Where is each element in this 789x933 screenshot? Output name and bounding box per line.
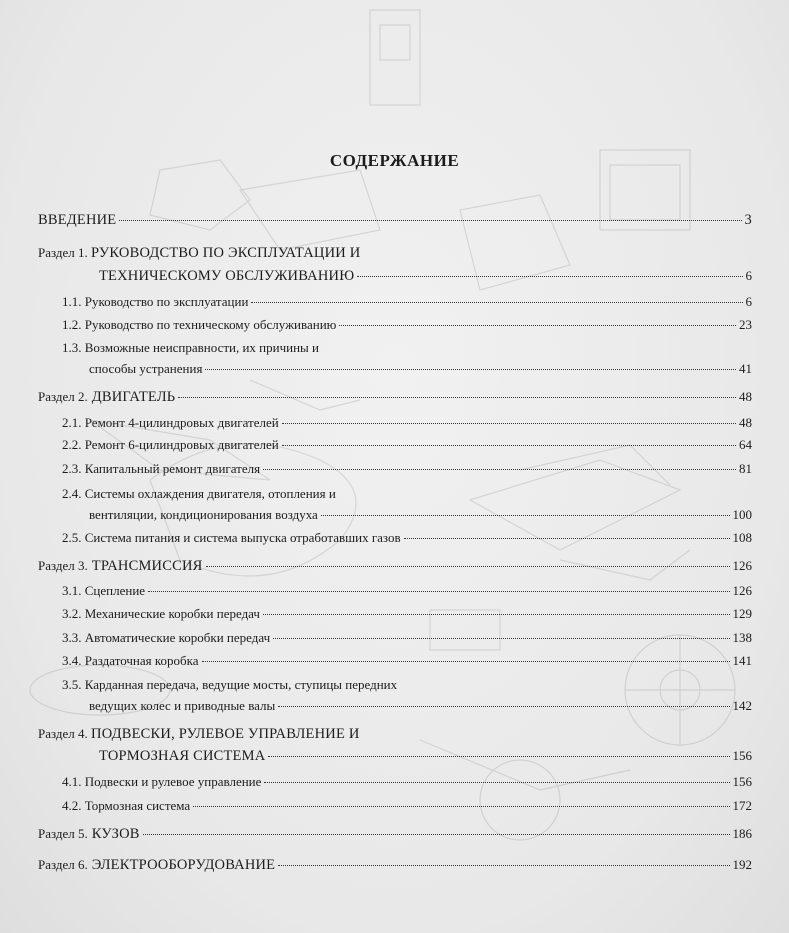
dot-leader — [202, 661, 730, 662]
toc-title: СОДЕРЖАНИЕ — [329, 151, 460, 170]
toc-entry-3-3 — [62, 630, 752, 646]
page-number: 81 — [739, 461, 752, 476]
toc-entry-1-3 — [89, 361, 752, 377]
page-number: 192 — [732, 857, 752, 872]
toc-entry-label: ВВЕДЕНИЕ — [38, 212, 117, 228]
dot-leader — [263, 469, 736, 470]
section-title: ТРАНСМИССИЯ — [91, 558, 203, 574]
toc-entry-2-1 — [62, 415, 752, 431]
toc-entry-3-2 — [62, 606, 752, 622]
toc-entry-3-5 — [89, 698, 752, 714]
dot-leader — [205, 369, 736, 370]
dot-leader — [273, 638, 729, 639]
section-prefix: Раздел 3. — [38, 558, 88, 573]
section-prefix: Раздел 6. — [38, 857, 88, 872]
page-number: 41 — [739, 361, 752, 376]
page-number: 108 — [732, 530, 752, 545]
page-number: 48 — [739, 415, 752, 430]
toc-entry-label-continued: вентиляции, кондиционирования воздуха — [89, 507, 318, 522]
toc-section-3 — [38, 558, 752, 575]
page-number: 172 — [732, 798, 752, 813]
section-title-continued: ТЕХНИЧЕСКОМУ ОБСЛУЖИВАНИЮ — [99, 268, 355, 284]
toc-entry-2-5 — [62, 530, 752, 546]
toc-entry-label: 3.3. Автоматические коробки передач — [62, 630, 271, 645]
toc-entry-label: 4.1. Подвески и рулевое управление — [62, 774, 262, 789]
dot-leader — [278, 706, 729, 707]
section-title: КУЗОВ — [91, 826, 140, 842]
dot-leader — [268, 756, 729, 757]
dot-leader — [148, 591, 729, 592]
page-number: 6 — [745, 294, 752, 309]
page-number: 156 — [732, 748, 752, 763]
dot-leader — [282, 445, 736, 446]
toc-section-4-heading — [38, 726, 360, 743]
section-title: ДВИГАТЕЛЬ — [91, 389, 176, 405]
toc-entry-4-1 — [62, 774, 752, 790]
toc-entry-4-2 — [62, 798, 752, 814]
page-number: 6 — [745, 268, 752, 283]
toc-entry-label: 1.1. Руководство по эксплуатации — [62, 294, 249, 309]
dot-leader — [251, 302, 742, 303]
toc-entry-1-2 — [62, 317, 752, 333]
section-title: РУКОВОДСТВО ПО ЭКСПЛУАТАЦИИ И — [91, 245, 361, 261]
page-number: 48 — [739, 389, 752, 404]
section-title-continued: ТОРМОЗНАЯ СИСТЕМА — [99, 748, 266, 764]
toc-entry-2-4-first-line: 2.4. Системы охлаждения двигателя, отопления и — [62, 486, 336, 501]
dot-leader — [264, 782, 729, 783]
toc-entry-label: 2.1. Ремонт 4-цилиндровых двигателей — [62, 415, 279, 430]
page-number: 129 — [732, 606, 752, 621]
toc-entry-3-5-first-line: 3.5. Карданная передача, ведущие мосты, ступицы передних — [62, 677, 398, 692]
toc-entry-label: 1.2. Руководство по техническому обслуживанию — [62, 317, 337, 332]
section-prefix: Раздел 2. — [38, 389, 88, 404]
toc-entry-label: 2.5. Система питания и система выпуска отработавших газов — [62, 530, 401, 545]
page-number: 64 — [739, 437, 752, 452]
page-number: 100 — [732, 507, 752, 522]
dot-leader — [339, 325, 736, 326]
dot-leader — [193, 806, 729, 807]
dot-leader — [263, 614, 730, 615]
section-title: ЭЛЕКТРООБОРУДОВАНИЕ — [91, 857, 276, 873]
toc-section-1-heading — [38, 245, 360, 262]
page-number: 138 — [732, 630, 752, 645]
toc-entry-label: 3.1. Сцепление — [62, 583, 146, 598]
page-number: 23 — [739, 317, 752, 332]
toc-entry-1-1 — [62, 294, 752, 310]
section-title: ПОДВЕСКИ, РУЛЕВОЕ УПРАВЛЕНИЕ И — [91, 726, 360, 742]
toc-section-1 — [99, 268, 752, 285]
dot-leader — [282, 423, 736, 424]
section-prefix: Раздел 5. — [38, 826, 88, 841]
page-number: 126 — [732, 558, 752, 573]
section-prefix: Раздел 1. — [38, 245, 88, 260]
toc-entry-3-1 — [62, 583, 752, 599]
section-prefix: Раздел 4. — [38, 726, 88, 741]
toc-entry-introduction — [38, 212, 752, 229]
dot-leader — [278, 865, 729, 866]
toc-entry-label-continued: ведущих колес и приводные валы — [89, 698, 276, 713]
toc-section-4 — [99, 748, 752, 765]
toc-section-6 — [38, 857, 752, 874]
page-number: 186 — [732, 826, 752, 841]
toc-entry-label-continued: способы устранения — [89, 361, 203, 376]
page-number: 126 — [732, 583, 752, 598]
toc-entry-label: 3.2. Механические коробки передач — [62, 606, 260, 621]
toc-entry-2-2 — [62, 437, 752, 453]
toc-section-5 — [38, 826, 752, 843]
toc-entry-3-4 — [62, 653, 752, 669]
dot-leader — [143, 834, 730, 835]
page-number: 156 — [732, 774, 752, 789]
toc-entry-label: 2.3. Капитальный ремонт двигателя — [62, 461, 261, 476]
dot-leader — [178, 397, 736, 398]
page-number: 142 — [732, 698, 752, 713]
dot-leader — [206, 566, 730, 567]
dot-leader — [404, 538, 730, 539]
toc-entry-label: 2.2. Ремонт 6-цилиндровых двигателей — [62, 437, 279, 452]
toc-entry-label: 4.2. Тормозная система — [62, 798, 191, 813]
page-number: 141 — [732, 653, 752, 668]
toc-section-2 — [38, 389, 752, 406]
dot-leader — [357, 276, 742, 277]
dot-leader — [321, 515, 730, 516]
toc-entry-2-3 — [62, 461, 752, 477]
dot-leader — [119, 220, 741, 221]
toc-entry-1-3-first-line: 1.3. Возможные неисправности, их причины и — [62, 340, 319, 355]
toc-entry-2-4 — [89, 507, 752, 523]
toc-entry-label: 3.4. Раздаточная коробка — [62, 653, 199, 668]
page-number: 3 — [744, 212, 752, 228]
